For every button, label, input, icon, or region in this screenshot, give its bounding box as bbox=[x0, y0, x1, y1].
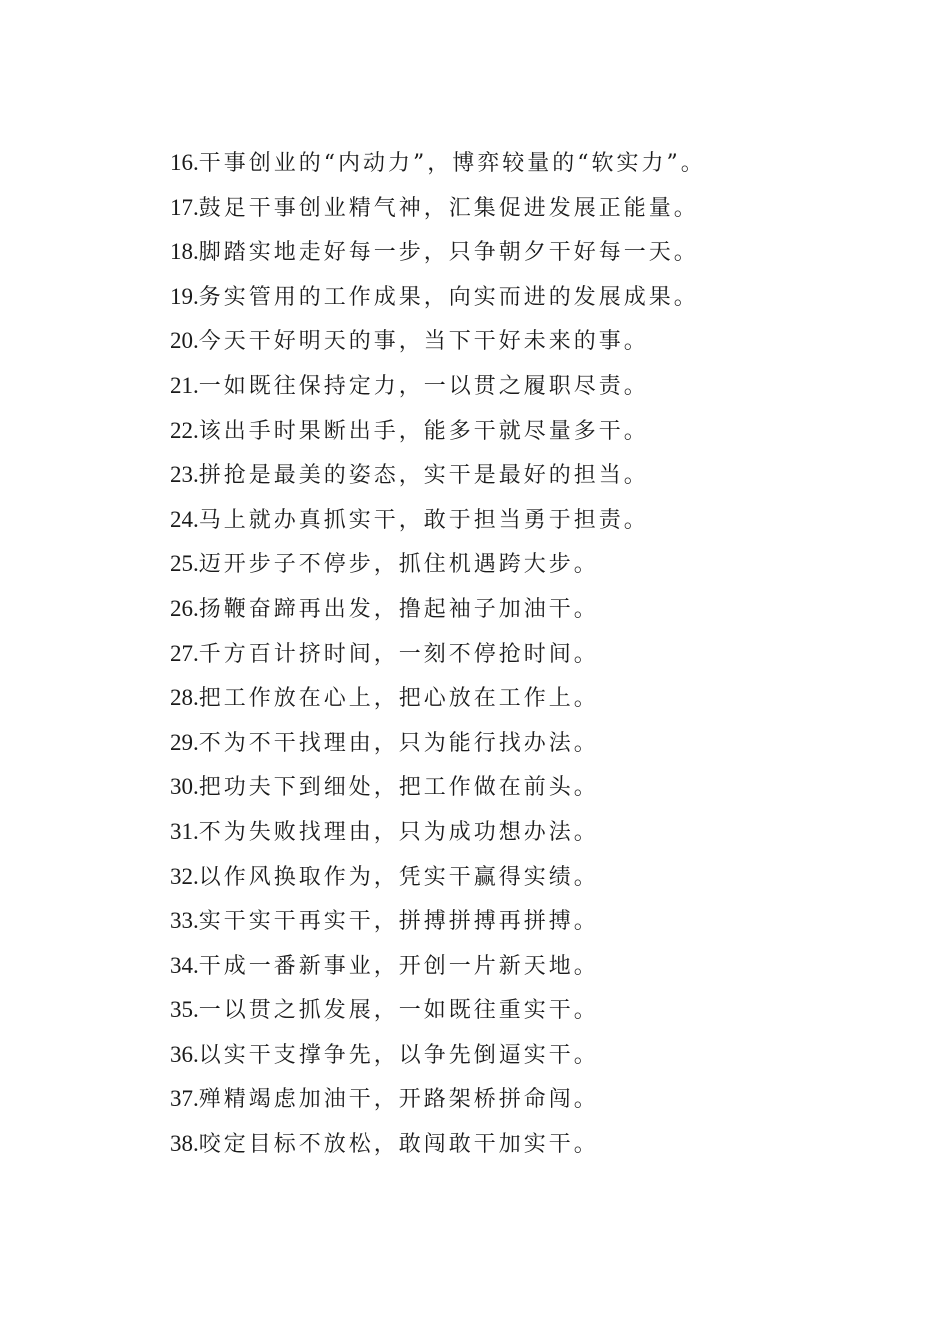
list-item bbox=[170, 275, 930, 320]
item-number: 32. bbox=[170, 863, 199, 889]
item-number: 21. bbox=[170, 372, 199, 398]
item-text: 扬鞭奋蹄再出发，撸起袖子加油干。 bbox=[198, 596, 599, 622]
item-text: 把工作放在心上，把心放在工作上。 bbox=[198, 686, 599, 712]
item-number: 31. bbox=[170, 818, 199, 844]
item-number: 17. bbox=[170, 194, 199, 220]
list-item bbox=[170, 319, 930, 364]
item-text: 殚精竭虑加油干，开路架桥拼命闯。 bbox=[198, 1087, 599, 1113]
list-item bbox=[170, 1122, 930, 1167]
list-item bbox=[170, 899, 930, 944]
item-text: 该出手时果断出手，能多干就尽量多干。 bbox=[198, 418, 649, 444]
list-item bbox=[170, 409, 930, 454]
list-item bbox=[170, 676, 930, 721]
item-text: 千方百计挤时间，一刻不停抢时间。 bbox=[198, 641, 599, 667]
item-text: 不为失败找理由，只为成功想办法。 bbox=[198, 819, 599, 845]
item-text: 干事创业的“内动力”，博弈较量的“软实力”。 bbox=[198, 151, 706, 176]
list-item bbox=[170, 1033, 930, 1078]
list-item bbox=[170, 453, 930, 498]
item-number: 20. bbox=[170, 328, 199, 354]
list-item bbox=[170, 1077, 930, 1122]
item-number: 19. bbox=[170, 283, 199, 309]
item-text: 实干实干再实干，拼搏拼搏再拼搏。 bbox=[198, 909, 599, 935]
item-text: 务实管用的工作成果，向实而进的发展成果。 bbox=[198, 284, 699, 310]
list-item bbox=[170, 542, 930, 587]
item-number: 24. bbox=[170, 506, 199, 532]
list-item bbox=[170, 765, 930, 810]
item-text: 拼抢是最美的姿态，实干是最好的担当。 bbox=[198, 463, 649, 489]
item-number: 28. bbox=[170, 685, 199, 711]
item-number: 36. bbox=[170, 1041, 199, 1067]
item-text: 咬定目标不放松，敢闯敢干加实干。 bbox=[198, 1132, 599, 1158]
item-text: 以作风换取作为，凭实干赢得实绩。 bbox=[198, 864, 599, 890]
item-number: 38. bbox=[170, 1131, 199, 1157]
item-text: 干成一番新事业，开创一片新天地。 bbox=[198, 953, 599, 979]
list-item bbox=[170, 632, 930, 677]
item-number: 25. bbox=[170, 551, 199, 577]
list-item bbox=[170, 230, 930, 275]
item-text: 以实干支撑争先，以争先倒逼实干。 bbox=[198, 1042, 599, 1068]
item-text: 马上就办真抓实干，敢于担当勇于担责。 bbox=[198, 507, 649, 533]
list-item bbox=[170, 364, 930, 409]
list-item bbox=[170, 944, 930, 989]
list-item bbox=[170, 141, 930, 186]
item-text: 脚踏实地走好每一步，只争朝夕干好每一天。 bbox=[198, 240, 699, 266]
item-number: 35. bbox=[170, 997, 199, 1023]
list-item bbox=[170, 810, 930, 855]
item-number: 22. bbox=[170, 417, 199, 443]
item-number: 30. bbox=[170, 774, 199, 800]
item-number: 34. bbox=[170, 952, 199, 978]
list-item bbox=[170, 498, 930, 543]
item-text: 不为不干找理由，只为能行找办法。 bbox=[198, 730, 599, 756]
item-number: 37. bbox=[170, 1086, 199, 1112]
list-item bbox=[170, 721, 930, 766]
item-text: 把功夫下到细处，把工作做在前头。 bbox=[198, 775, 599, 801]
item-text: 今天干好明天的事，当下干好未来的事。 bbox=[198, 329, 649, 355]
item-number: 16. bbox=[170, 150, 199, 175]
item-number: 27. bbox=[170, 640, 199, 666]
list-item bbox=[170, 186, 930, 231]
item-text: 鼓足干事创业精气神，汇集促进发展正能量。 bbox=[198, 195, 699, 221]
list-item bbox=[170, 855, 930, 900]
list-item bbox=[170, 988, 930, 1033]
item-number: 26. bbox=[170, 595, 199, 621]
slogan-list bbox=[170, 141, 930, 1167]
item-text: 迈开步子不停步，抓住机遇跨大步。 bbox=[198, 552, 599, 578]
list-item bbox=[170, 587, 930, 632]
item-text: 一以贯之抓发展，一如既往重实干。 bbox=[198, 998, 599, 1024]
item-number: 29. bbox=[170, 729, 199, 755]
item-number: 18. bbox=[170, 239, 199, 265]
item-number: 23. bbox=[170, 462, 199, 488]
item-number: 33. bbox=[170, 908, 199, 934]
item-text: 一如既往保持定力，一以贯之履职尽责。 bbox=[198, 373, 649, 399]
